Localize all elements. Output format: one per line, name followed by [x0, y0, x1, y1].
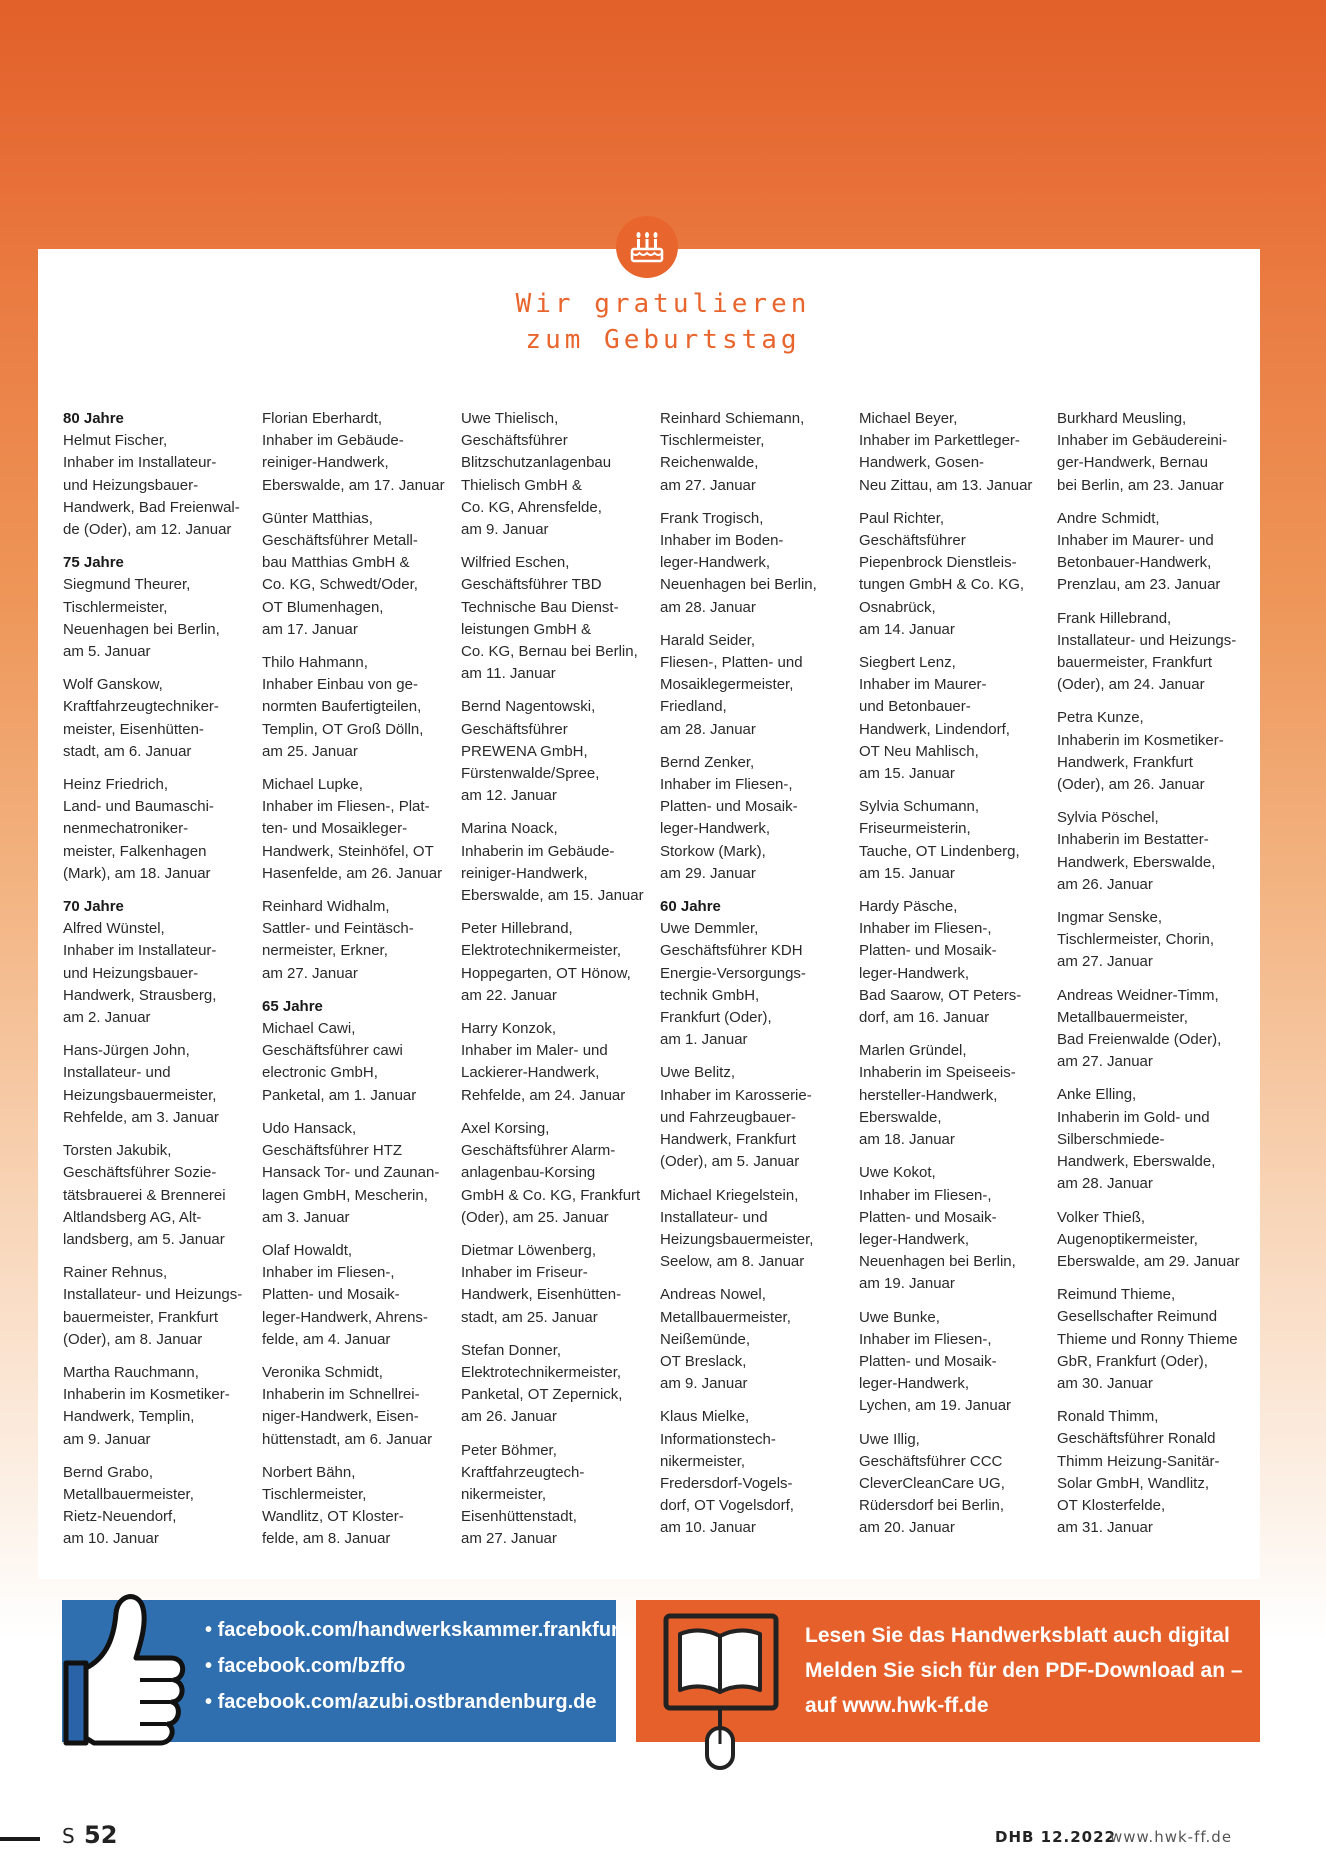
birthday-columns [0, 408, 1326, 1558]
birthday-entry: Burkhard Meusling, Inhaber im Gebäudereini- ger-Handwerk, Bernau bei Berlin, am 23. Januar [1057, 410, 1228, 494]
birthday-entry: Rainer Rehnus, Installateur- und Heizungs- bauermeister, Frankfurt (Oder), am 8. Januar [63, 1264, 243, 1348]
facebook-links [205, 1612, 625, 1720]
birthday-entry: Volker Thieß, Augenoptikermeister, Eberswalde, am 29. Januar [1057, 1208, 1240, 1270]
birthday-entry: Andreas Nowel, Metallbauermeister, Neißemünde, OT Breslack, am 9. Januar [660, 1286, 791, 1393]
column-2 [262, 408, 454, 1562]
birthday-entry: Andreas Weidner-Timm, Metallbauermeister, Bad Freienwalde (Oder), am 27. Januar [1057, 986, 1222, 1071]
birthday-entry: Peter Hillebrand, Elektrotechnikermeister, Hoppegarten, OT Hönow, am 22. Januar [461, 920, 631, 1004]
birthday-entry: Uwe Belitz, Inhaber im Karosserie- und Fahrzeugbauer- Handwerk, Frankfurt (Oder), am 5. Januar [660, 1064, 812, 1171]
birthday-entry: Harry Konzok, Inhaber im Maler- und Lackierer-Handwerk, Rehfelde, am 24. Januar [461, 1020, 626, 1104]
birthday-entry: Michael Beyer, Inhaber im Parkettleger- Handwerk, Gosen- Neu Zittau, am 13. Januar [859, 410, 1033, 494]
heading-line-1: Wir gratulieren [515, 289, 811, 319]
footer-rule [0, 1837, 40, 1841]
birthday-entry: Norbert Bähn, Tischlermeister, Wandlitz, OT Kloster- felde, am 8. Januar [262, 1463, 404, 1548]
age-heading: 60 Jahre [660, 898, 721, 916]
birthday-entry: Frank Trogisch, Inhaber im Boden- leger-Handwerk, Neuenhagen bei Berlin, am 28. Januar [660, 509, 817, 616]
birthday-entry: Bernd Nagentowski, Geschäftsführer PREWENA GmbH, Fürstenwalde/Spree, am 12. Januar [461, 698, 600, 805]
birthday-entry: Wilfried Eschen, Geschäftsführer TBD Technische Bau Dienst- leistungen GmbH & Co. KG, Bernau bei Berlin, am 11. Januar [461, 554, 638, 683]
birthday-entry: Ingmar Senske, Tischlermeister, Chorin, am 27. Januar [1057, 909, 1214, 971]
birthday-entry: Reinhard Schiemann, Tischlermeister, Reichenwalde, am 27. Januar [660, 410, 805, 494]
birthday-entry: Thilo Hahmann, Inhaber Einbau von ge- normten Baufertigteilen, Templin, OT Groß Dölln, am 25. Januar [262, 654, 424, 760]
birthday-entry: Reimund Thieme, Gesellschafter Reimund Thieme und Ronny Thieme GbR, Frankfurt (Oder), am 30. Januar [1057, 1286, 1238, 1392]
open-book-mouse-icon [660, 1612, 782, 1772]
birthday-entry: Harald Seider, Fliesen-, Platten- und Mosaiklegermeister, Friedland, am 28. Januar [660, 631, 803, 738]
birthday-entry: Reinhard Widhalm, Sattler- und Feintäsch- nermeister, Erkner, am 27. Januar [262, 898, 414, 982]
column-6 [1057, 408, 1249, 1550]
column-5 [859, 408, 1051, 1551]
page-prefix: S [62, 1824, 75, 1848]
birthday-entry: Bernd Grabo, Metallbauermeister, Rietz-Neuendorf, am 10. Januar [63, 1463, 194, 1548]
birthday-entry: Wolf Ganskow, Kraftfahrzeugtechniker- meister, Eisenhütten- stadt, am 6. Januar [63, 676, 219, 760]
birthday-entry: Bernd Zenker, Inhaber im Fliesen-, Platten- und Mosaik- leger-Handwerk, Storkow (Mark), am 29. Januar [660, 753, 798, 882]
birthday-entry: Klaus Mielke, Informationstech- nikermeister, Fredersdorf-Vogels- dorf, OT Vogelsdorf, am 10. Januar [660, 1408, 794, 1537]
birthday-entry: Heinz Friedrich, Land- und Baumaschi- nenmechatroniker- meister, Falkenhagen (Mark), am 18. Januar [63, 776, 214, 882]
birthday-entry: Andre Schmidt, Inhaber im Maurer- und Betonbauer-Handwerk, Prenzlau, am 23. Januar [1057, 509, 1221, 594]
website-link[interactable]: www.hwk-ff.de [1110, 1828, 1233, 1846]
birthday-entry: Udo Hansack, Geschäftsführer HTZ Hansack Tor- und Zaunan- lagen GmbH, Mescherin, am 3. Januar [262, 1119, 440, 1226]
facebook-link[interactable]: • facebook.com/bzffo [205, 1648, 625, 1684]
column-4 [660, 408, 852, 1551]
birthday-entry: Peter Böhmer, Kraftfahrzeugtech- nikermeister, Eisenhüttenstadt, am 27. Januar [461, 1441, 585, 1548]
birthday-entry: Ronald Thimm, Geschäftsführer Ronald Thimm Heizung-Sanitär- Solar GmbH, Wandlitz, OT Klosterfelde, am 31. Januar [1057, 1408, 1220, 1537]
facebook-link[interactable]: • facebook.com/azubi.ostbrandenburg.de [205, 1684, 625, 1720]
birthday-entry: Michael Lupke, Inhaber im Fliesen-, Plat- ten- und Mosaikleger- Handwerk, Steinhöfel, OT Hasenfelde, am 26. Januar [262, 776, 443, 882]
digital-edition-text [805, 1618, 1243, 1723]
age-heading: 75 Jahre [63, 554, 124, 572]
birthday-entry: Sylvia Schumann, Friseurmeisterin, Tauche, OT Lindenberg, am 15. Januar [859, 798, 1020, 882]
birthday-entry: Uwe Demmler, Geschäftsführer KDH Energie-Versorgungs- technik GmbH, Frankfurt (Oder), am 1. Januar [660, 920, 806, 1049]
birthday-entry: Paul Richter, Geschäftsführer Piepenbrock Dienstleis- tungen GmbH & Co. KG, Osnabrück, am 14. Januar [859, 509, 1025, 638]
birthday-entry: Sylvia Pöschel, Inhaberin im Bestatter- Handwerk, Eberswalde, am 26. Januar [1057, 809, 1216, 893]
birthday-entry: Martha Rauchmann, Inhaberin im Kosmetiker- Handwerk, Templin, am 9. Januar [63, 1363, 230, 1448]
birthday-entry: Olaf Howaldt, Inhaber im Fliesen-, Platten- und Mosaik- leger-Handwerk, Ahrens- felde, am 4. Januar [262, 1241, 428, 1348]
birthday-entry: Helmut Fischer, Inhaber im Installateur- und Heizungsbauer- Handwerk, Bad Freienwal- de (Oder), am 12. Januar [63, 432, 240, 539]
birthday-entry: Frank Hillebrand, Installateur- und Heizungs- bauermeister, Frankfurt (Oder), am 24. Januar [1057, 609, 1237, 694]
page-number: 52 [84, 1821, 118, 1849]
birthday-entry: Axel Korsing, Geschäftsführer Alarm- anlagenbau-Korsing GmbH & Co. KG, Frankfurt (Oder), am 25. Januar [461, 1119, 641, 1226]
birthday-entry: Michael Cawi, Geschäftsführer cawi electronic GmbH, Panketal, am 1. Januar [262, 1020, 417, 1104]
birthday-entry: Hans-Jürgen John, Installateur- und Heizungsbauermeister, Rehfelde, am 3. Januar [63, 1042, 219, 1126]
birthday-entry: Alfred Wünstel, Inhaber im Installateur- und Heizungsbauer- Handwerk, Strausberg, am 2. Januar [63, 920, 217, 1027]
birthday-entry: Uwe Illig, Geschäftsführer CCC CleverCleanCare UG, Rüdersdorf bei Berlin, am 20. Januar [859, 1430, 1005, 1537]
birthday-entry: Michael Kriegelstein, Installateur- und Heizungsbauermeister, Seelow, am 8. Januar [660, 1186, 814, 1271]
birthday-entry: Marina Noack, Inhaberin im Gebäude- reiniger-Handwerk, Eberswalde, am 15. Januar [461, 820, 644, 905]
age-heading: 65 Jahre [262, 997, 323, 1015]
heading-line-2: zum Geburtstag [525, 325, 801, 355]
issue-label: DHB 12.2022 [995, 1828, 1116, 1846]
birthday-entry: Florian Eberhardt, Inhaber im Gebäude- reiniger-Handwerk, Eberswalde, am 17. Januar [262, 410, 445, 494]
birthday-entry: Anke Elling, Inhaberin im Gold- und Silberschmiede- Handwerk, Eberswalde, am 28. Januar [1057, 1086, 1216, 1193]
birthday-entry: Uwe Kokot, Inhaber im Fliesen-, Platten- und Mosaik- leger-Handwerk, Neuenhagen bei Berlin, am 19. Januar [859, 1164, 1016, 1293]
digital-line-2: Melden Sie sich für den PDF-Download an – [805, 1659, 1243, 1682]
birthday-entry: Petra Kunze, Inhaberin im Kosmetiker- Handwerk, Frankfurt (Oder), am 26. Januar [1057, 709, 1224, 794]
digital-line-3[interactable]: auf www.hwk-ff.de [805, 1694, 989, 1717]
age-heading: 80 Jahre [63, 410, 124, 427]
birthday-entry: Siegbert Lenz, Inhaber im Maurer- und Betonbauer- Handwerk, Lindendorf, OT Neu Mahlisch, am 15. Januar [859, 654, 1010, 783]
birthday-entry: Torsten Jakubik, Geschäftsführer Sozie- tätsbrauerei & Brennerei Altlandsberg AG, Alt- landsberg, am 5. Januar [63, 1142, 226, 1248]
thumbs-up-icon [36, 1583, 186, 1755]
column-1 [63, 408, 255, 1562]
birthday-entry: Günter Matthias, Geschäftsführer Metall- bau Matthias GmbH & Co. KG, Schwedt/Oder, OT Blumenhagen, am 17. Januar [262, 509, 418, 638]
age-heading: 70 Jahre [63, 898, 124, 916]
birthday-entry: Uwe Bunke, Inhaber im Fliesen-, Platten- und Mosaik- leger-Handwerk, Lychen, am 19. Januar [859, 1308, 1012, 1415]
birthday-entry: Hardy Päsche, Inhaber im Fliesen-, Platten- und Mosaik- leger-Handwerk, Bad Saarow, OT Peters- dorf, am 16. Januar [859, 898, 1022, 1027]
facebook-link[interactable]: • facebook.com/handwerkskammer.frankfurt [205, 1612, 625, 1648]
birthday-entry: Uwe Thielisch, Geschäftsführer Blitzschutzanlagenbau Thielisch GmbH & Co. KG, Ahrensfelde, am 9. Januar [461, 410, 612, 539]
birthday-cake-icon [616, 216, 678, 278]
column-3 [461, 408, 653, 1562]
birthday-entry: Siegmund Theurer, Tischlermeister, Neuenhagen bei Berlin, am 5. Januar [63, 576, 220, 661]
birthday-entry: Veronika Schmidt, Inhaberin im Schnellrei- niger-Handwerk, Eisen- hüttenstadt, am 6. Januar [262, 1363, 433, 1448]
birthday-entry: Marlen Gründel, Inhaberin im Speiseeis- hersteller-Handwerk, Eberswalde, am 18. Januar [859, 1042, 1016, 1149]
birthday-entry: Stefan Donner, Elektrotechnikermeister, Panketal, OT Zepernick, am 26. Januar [461, 1341, 623, 1426]
digital-line-1: Lesen Sie das Handwerksblatt auch digital [805, 1624, 1230, 1647]
page-heading [0, 286, 1326, 358]
birthday-entry: Dietmar Löwenberg, Inhaber im Friseur- Handwerk, Eisenhütten- stadt, am 25. Januar [461, 1241, 622, 1326]
